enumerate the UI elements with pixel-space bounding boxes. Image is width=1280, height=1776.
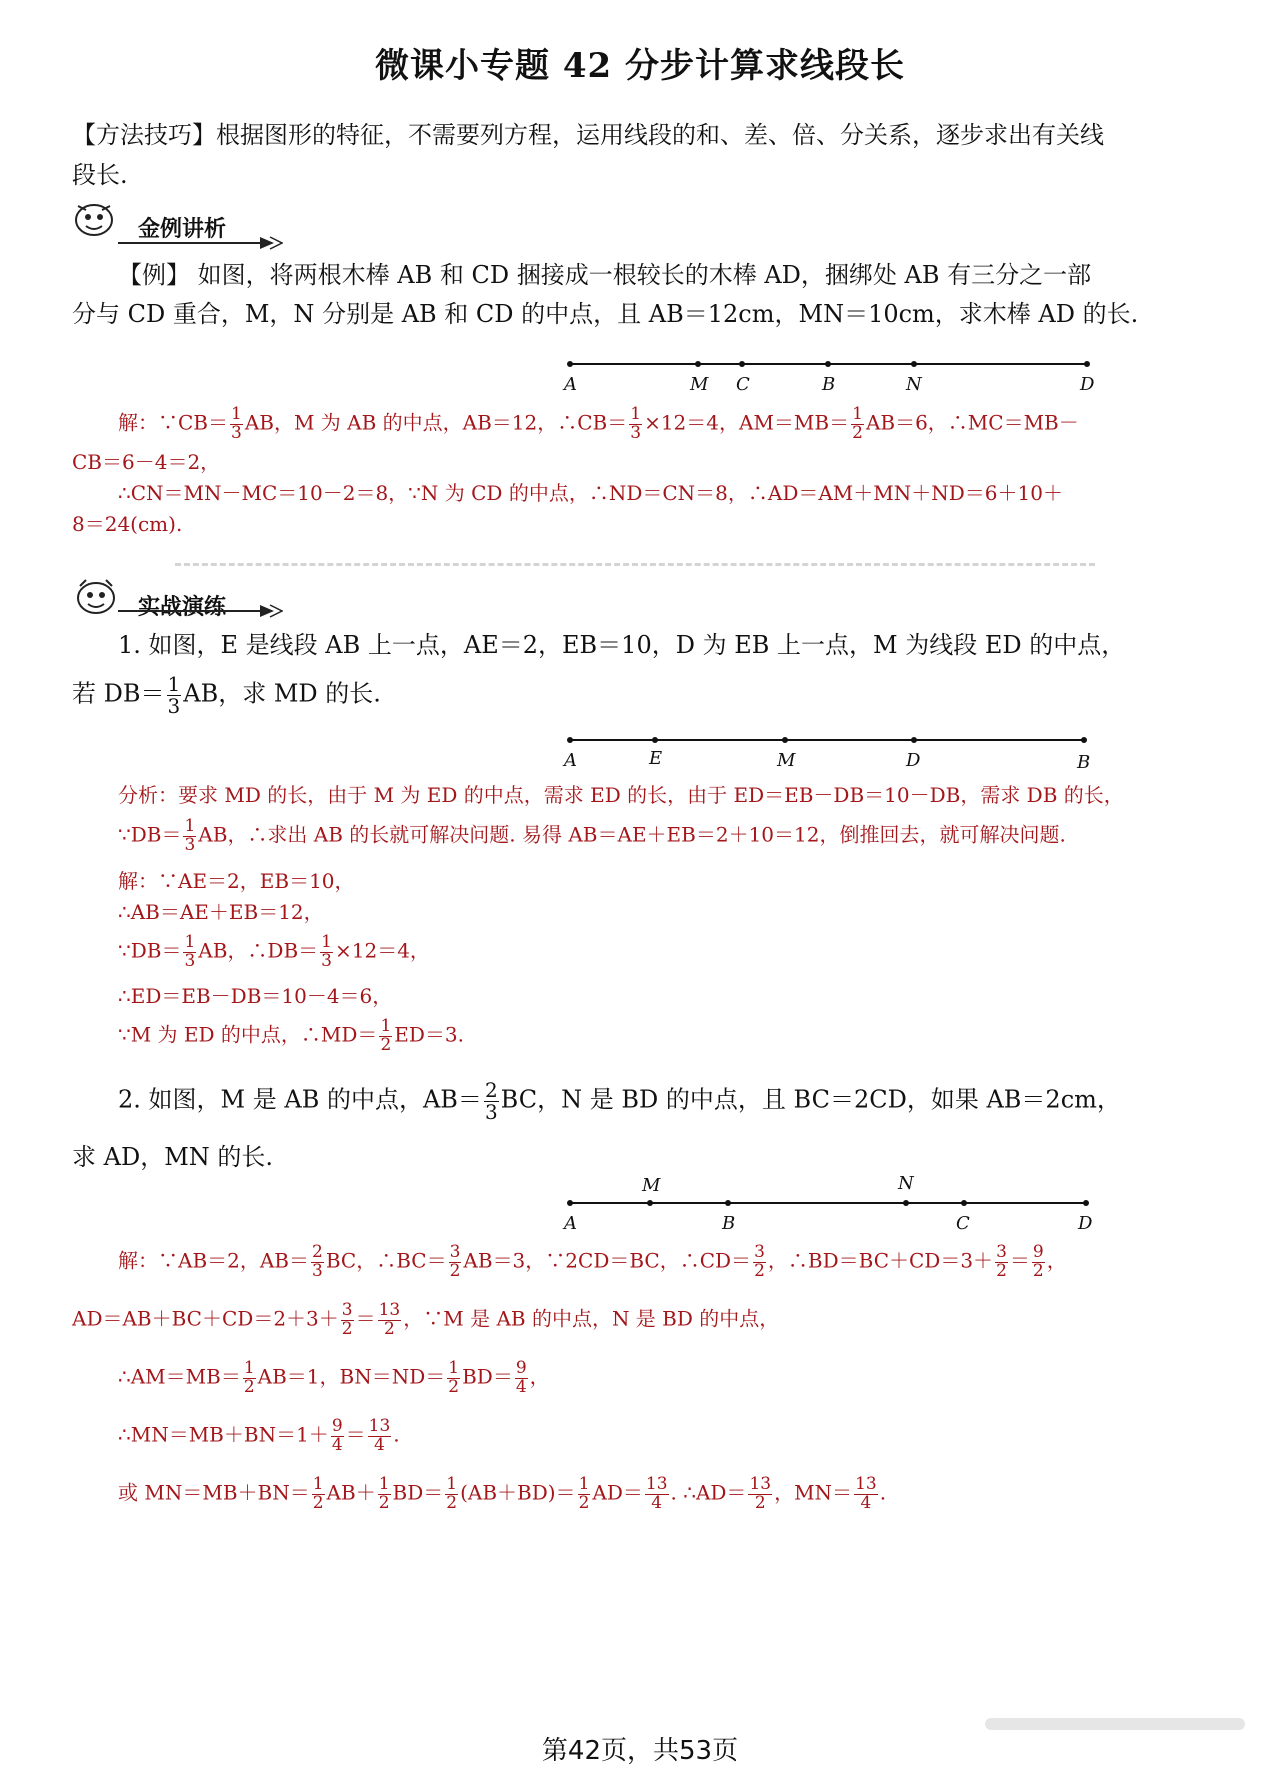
method-line-2: 段长. (72, 161, 128, 189)
label-D: D (1078, 1213, 1093, 1234)
label-A: A (564, 1213, 577, 1234)
mascot-icon (72, 578, 120, 618)
point-C (961, 1200, 967, 1206)
label-M: M (690, 374, 709, 395)
q1-analysis-line-1: 分析：要求 MD 的长，由于 M 为 ED 的中点，需求 ED 的长，由于 ED＝EB－DB＝10－DB，需求 DB 的长， (118, 783, 1124, 807)
label-C: C (736, 374, 750, 395)
label-E: E (649, 748, 663, 769)
q1-solution-1: 解：∵AE＝2，EB＝10， (118, 869, 355, 893)
q1-diagram (560, 728, 1100, 772)
label-B: B (1077, 752, 1091, 772)
watermark-bar (985, 1718, 1245, 1730)
example-solution-line-3: ∴CN＝MN－MC＝10－2＝8，∵N 为 CD 的中点，∴ND＝CN＝8，∴AD＝AM＋MN＋ND＝6＋10＋ (118, 481, 1063, 505)
example-solution-line-1: 解：∵CB＝ $\frac{1}{3}$ AB，M 为 AB 的中点，AB＝12，∴CB＝ $\frac{1}{3}$ ×12＝4，AM＝MB＝ $\frac{1}{2}$ AB＝6，∴MC＝MB－ (118, 404, 1079, 443)
q2-solution-5: 或 MN＝MB＋BN＝ $\frac{1}{2}$ AB＋ $\frac{1}{2}$ BD＝ $\frac{1}{2}$ (AB＋BD)＝ $\frac{1}{2}$ AD＝ $\frac{13}{4}$ . ∴AD＝ $\frac{13}{2}$ ，MN＝ $\frac{13}{4}$ . (118, 1474, 887, 1513)
q1-solution-4: ∴ED＝EB－DB＝10－4＝6， (118, 984, 393, 1008)
method-line-1: 【方法技巧】根据图形的特征，不需要列方程，运用线段的和、差、倍、分关系，逐步求出有关线 (72, 121, 1104, 149)
arrow-icon (118, 604, 283, 618)
label-D: D (1080, 374, 1095, 395)
label-M: M (777, 750, 796, 771)
point-A (567, 1200, 573, 1206)
point-C (739, 361, 745, 367)
label-M: M (642, 1175, 661, 1196)
q1-solution-3: ∵DB＝ $\frac{1}{3}$ AB，∴DB＝ $\frac{1}{3}$ ×12＝4， (118, 932, 430, 971)
q1-solution-5: ∵M 为 ED 的中点，∴MD＝ $\frac{1}{2}$ ED＝3. (118, 1016, 464, 1055)
point-E (652, 737, 658, 743)
point-B (825, 361, 831, 367)
point-D (911, 737, 917, 743)
label-D: D (906, 750, 921, 771)
page-title: 微课小专题 42 分步计算求线段长 (375, 46, 905, 86)
practice-heading: 实战演练 (138, 595, 227, 620)
arrow-icon (118, 236, 283, 250)
point-D (1084, 361, 1090, 367)
example-line-1: 【例】 如图，将两根木棒 AB 和 CD 捆接成一根较长的木棒 AD，捆绑处 AB 有三分之一部 (118, 261, 1092, 289)
label-N: N (898, 1175, 914, 1194)
section-divider (175, 563, 1095, 570)
q2-solution-4: ∴MN＝MB＋BN＝1＋ $\frac{9}{4}$ ＝ $\frac{13}{4}$ . (118, 1416, 400, 1455)
q1-analysis-line-2: ∵DB＝ $\frac{1}{3}$ AB，∴求出 AB 的长就可解决问题. 易得 AB＝AE＋EB＝2＋10＝12，倒推回去，就可解决问题. (118, 816, 1066, 855)
point-M (695, 361, 701, 367)
example-diagram (560, 352, 1100, 396)
example-line-2: 分与 CD 重合，M，N 分别是 AB 和 CD 的中点，且 AB＝12cm，MN＝10cm，求木棒 AD 的长. (72, 300, 1139, 328)
point-N (911, 361, 917, 367)
page-number: 第42页，共53页 (541, 1736, 739, 1766)
point-M (647, 1200, 653, 1206)
q2-solution-2: AD＝AB＋BC＋CD＝2＋3＋ $\frac{3}{2}$ ＝ $\frac{13}{2}$ ，∵M 是 AB 的中点，N 是 BD 的中点， (72, 1300, 780, 1339)
label-N: N (906, 374, 922, 395)
label-B: B (822, 374, 836, 395)
point-A (567, 361, 573, 367)
q2-solution-1: 解：∵AB＝2，AB＝ $\frac{2}{3}$ BC，∴BC＝ $\frac{3}{2}$ AB＝3，∵2CD＝BC，∴CD＝ $\frac{3}{2}$ ，∴BD＝BC＋CD＝3＋ $\frac{3}{2}$ ＝ $\frac{9}{2}$ ， (118, 1242, 1067, 1281)
label-B: B (722, 1213, 736, 1234)
point-D (1083, 1200, 1089, 1206)
label-C: C (956, 1213, 970, 1234)
q1-solution-2: ∴AB＝AE＋EB＝12， (118, 900, 324, 924)
q2-line-2: 求 AD，MN 的长. (72, 1143, 274, 1171)
point-A (567, 737, 573, 743)
q1-line-1: 1. 如图，E 是线段 AB 上一点，AE＝2，EB＝10，D 为 EB 上一点，M 为线段 ED 的中点， (118, 631, 1126, 659)
q2-solution-3: ∴AM＝MB＝ $\frac{1}{2}$ AB＝1，BN＝ND＝ $\frac{1}{2}$ BD＝ $\frac{9}{4}$ ， (118, 1358, 550, 1397)
example-solution-line-2: CB＝6－4＝2， (72, 450, 221, 474)
point-B (725, 1200, 731, 1206)
q2-diagram (560, 1175, 1100, 1237)
point-N (903, 1200, 909, 1206)
example-solution-line-4: 8＝24(cm). (72, 512, 183, 536)
label-A: A (564, 374, 577, 395)
point-M (782, 737, 788, 743)
point-B (1081, 737, 1087, 743)
q2-line-1: 2. 如图，M 是 AB 的中点，AB＝ $\frac{2}{3}$ BC，N 是 BD 的中点，且 BC＝2CD，如果 AB＝2cm， (118, 1078, 1121, 1124)
q1-line-2: 若 DB＝ $\frac{1}{3}$ AB，求 MD 的长. (72, 672, 381, 718)
example-heading: 金例讲析 (138, 217, 227, 242)
mascot-icon (72, 200, 120, 240)
label-A: A (564, 750, 577, 771)
